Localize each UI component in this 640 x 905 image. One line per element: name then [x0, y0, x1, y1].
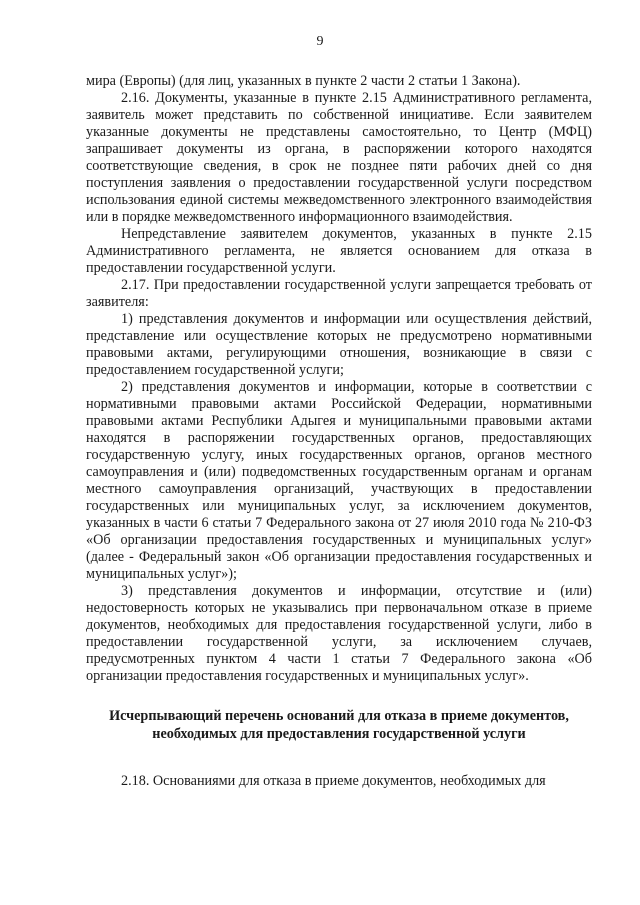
section-heading-line-1: Исчерпывающий перечень оснований для отказа в приеме документов,: [109, 708, 569, 724]
list-item-2: 2) представления документов и информации, которые в соответствии с нормативными правовыми актами Российской Федерации, нормативными правовыми актами Республики Адыгея и муниципальными правовыми актами находятся в распоряжении государственных органов, предоставляющих государственную услугу, иных государственных органов, органов местного самоуправления и (или) подведомственных государственным органам и органам местного самоуправления организаций, участвующих в предоставлении государственных или муниципальных услуг, за исключением документов, указанных в части 6 статьи 7 Федерального закона от 27 июля 2010 года № 210-ФЗ «Об организации предоставления государственных и муниципальных услуг» (далее - Федеральный закон «Об организации предоставления государственных и муниципальных услуг»);: [86, 379, 592, 582]
paragraph-2-16: 2.16. Документы, указанные в пункте 2.15 Административного регламента, заявитель может представить по собственной инициативе. Если заявителем указанные документы не представлены самостоятельно, то Центр (МФЦ) запрашивает документы из органа, в распоряжении которого находятся соответствующие сведения, в срок не позднее пяти рабочих дней со дня поступления заявления о предоставлении государственной услуги посредством использования единой системы межведомственного электронного взаимодействия или в порядке межведомственного информационного взаимодействия.: [86, 90, 592, 225]
paragraph-2-18: 2.18. Основаниями для отказа в приеме документов, необходимых для: [121, 773, 546, 789]
spacer: [86, 743, 592, 773]
paragraph-2-17: 2.17. При предоставлении государственной услуги запрещается требовать от заявителя:: [86, 277, 592, 310]
paragraph-continuation: мира (Европы) (для лиц, указанных в пункте 2 части 2 статьи 1 Закона).: [86, 73, 521, 89]
section-heading-line-2: необходимых для предоставления государственной услуги: [152, 726, 526, 742]
page-number: 9: [316, 34, 324, 49]
list-item-1: 1) представления документов и информации или осуществления действий, представление или осуществление которых не предусмотрено нормативными правовыми актами, регулирующими отношения, возникающие в связи с предоставлением государственной услуги;: [86, 311, 592, 378]
document-body: [86, 73, 592, 790]
list-item-3: 3) представления документов и информации, отсутствие и (или) недостоверность которых не указывались при первоначальном отказе в приеме документов, необходимых для предоставления государственной услуги, либо в предоставлении государственной услуги, за исключением случаев, предусмотренных пунктом 4 части 1 статьи 7 Федерального закона «Об организации предоставления государственных и муниципальных услуг».: [86, 583, 592, 684]
paragraph-non-submission: Непредставление заявителем документов, указанных в пункте 2.15 Административного регламента, не является основанием для отказа в предоставлении государственной услуги.: [86, 226, 592, 276]
spacer: [86, 685, 592, 707]
